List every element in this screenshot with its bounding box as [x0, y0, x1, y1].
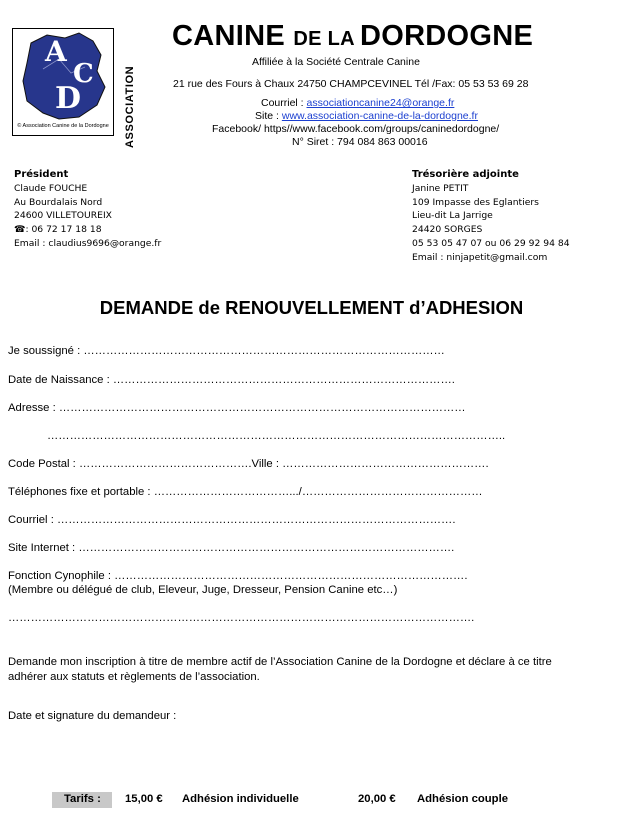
- treasurer-address-1: 109 Impasse des Eglantiers: [412, 196, 539, 208]
- declaration-line-1: Demande mon inscription à titre de membre actif de l’Association Canine de la Dordogne et déclare à ce titre: [8, 656, 552, 668]
- field-adresse-line-2[interactable]: …………………………………………………………………………………………………………..: [47, 430, 506, 442]
- email-line: [261, 97, 454, 109]
- president-email: Email : claudius9696@orange.fr: [14, 237, 162, 249]
- field-adresse[interactable]: Adresse : ………………………………………………………………………………………………: [8, 402, 466, 414]
- form-title: DEMANDE de RENOUVELLEMENT d’ADHESION: [99, 297, 524, 318]
- facebook-text: Facebook/ https//www.facebook.com/groups/caninedordogne/: [212, 123, 500, 135]
- email-label: Courriel :: [261, 97, 307, 109]
- logo-caption: © Association Canine de la Dordogne: [17, 123, 109, 129]
- signature-label: Date et signature du demandeur :: [8, 710, 177, 722]
- treasurer-role: Trésorière adjointe: [412, 169, 519, 180]
- president-block: [14, 168, 161, 251]
- address-text: 21 rue des Fours à Chaux 24750 CHAMPCEVINEL Tél /Fax: 05 53 53 69 28: [173, 78, 529, 90]
- field-code-postal-ville[interactable]: Code Postal : ……………………………………….Ville : ……………………………………………….: [8, 458, 489, 470]
- field-fonction-cynophile[interactable]: Fonction Cynophile : ………………………………………………………………………………….: [8, 570, 468, 582]
- treasurer-name: Janine PETIT: [412, 182, 469, 194]
- site-line: [255, 110, 478, 122]
- tarif-couple-label: Adhésion couple: [417, 793, 509, 805]
- association-logo: [12, 28, 114, 136]
- declaration-line-2: adhérer aux statuts et règlements de l’association.: [8, 671, 260, 683]
- treasurer-phone: 05 53 05 47 07 ou 06 29 92 94 84: [412, 237, 570, 249]
- affiliation-text: Affiliée à la Société Centrale Canine: [252, 56, 420, 68]
- fonction-hint: (Membre ou délégué de club, Eleveur, Juge, Dresseur, Pension Canine etc…): [8, 584, 398, 596]
- field-courriel[interactable]: Courriel : …………………………………………………………………………………………….: [8, 514, 456, 526]
- logo-letter-a: A: [45, 35, 67, 68]
- president-name: Claude FOUCHE: [14, 182, 88, 194]
- tarif-individuel-price: 15,00 €: [125, 793, 163, 805]
- president-address-1: Au Bourdalais Nord: [14, 196, 103, 208]
- logo-letter-d: D: [55, 81, 82, 116]
- president-role: Président: [14, 169, 69, 180]
- declaration-text: [8, 655, 608, 685]
- title-part-canine: CANINE: [172, 20, 294, 52]
- field-site-internet[interactable]: Site Internet : ……………………………………………………………………………………….: [8, 542, 455, 554]
- email-link[interactable]: associationcanine24@orange.fr: [306, 97, 455, 109]
- site-label: Site :: [255, 110, 282, 122]
- site-link[interactable]: www.association-canine-de-la-dordogne.fr: [281, 110, 478, 122]
- treasurer-block: [412, 168, 570, 265]
- president-address-2: 24600 VILLETOUREIX: [14, 210, 112, 222]
- siret-text: N° Siret : 794 084 863 00016: [292, 136, 428, 148]
- tarifs-highlight: [52, 792, 112, 808]
- tarifs-label: Tarifs :: [64, 793, 101, 805]
- page-title: [172, 20, 533, 53]
- president-phone: ☎: 06 72 17 18 18: [14, 224, 102, 236]
- tarif-couple-price: 20,00 €: [358, 793, 396, 805]
- tarif-individuel-label: Adhésion individuelle: [182, 793, 299, 805]
- field-soussigne[interactable]: Je soussigné : ……………………………………………………………………………………: [8, 345, 445, 357]
- field-date-naissance[interactable]: Date de Naissance : ……………………………………………………………………………….: [8, 374, 455, 386]
- title-part-dordogne: DORDOGNE: [359, 20, 534, 52]
- treasurer-address-3: 24420 SORGES: [412, 224, 483, 236]
- association-vertical-label: ASSOCIATION: [124, 65, 136, 148]
- field-telephones[interactable]: Téléphones fixe et portable : ……………………………….../…………………………………………: [8, 486, 483, 498]
- title-part-de-la: DE LA: [293, 28, 360, 50]
- treasurer-email: Email : ninjapetit@gmail.com: [412, 251, 548, 263]
- treasurer-address-2: Lieu-dit La Jarrige: [412, 210, 493, 222]
- logo-letter-c: C: [73, 59, 94, 89]
- field-fonction-line-2[interactable]: …………………………………………………………………………………………………………….: [8, 612, 475, 624]
